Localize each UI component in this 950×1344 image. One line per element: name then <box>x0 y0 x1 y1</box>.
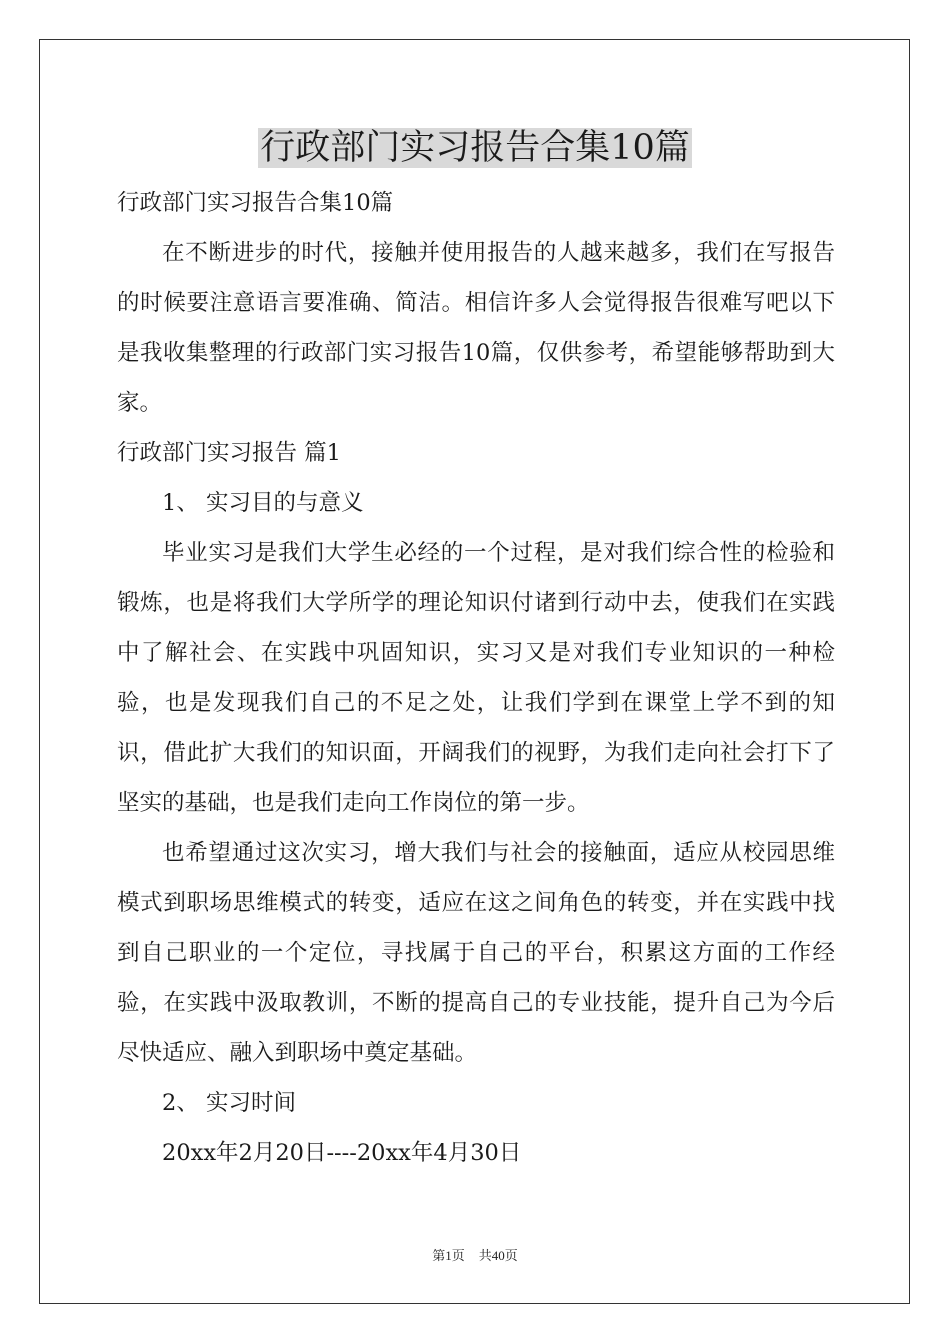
intro-paragraph: 在不断进步的时代，接触并使用报告的人越来越多，我们在写报告的时候要注意语言要准确、简洁。相信许多人会觉得报告很难写吧以下是我收集整理的行政部门实习报告10篇，仅供参考，希望能够帮助到大家。 <box>117 240 835 416</box>
body-paragraph: 也希望通过这次实习，增大我们与社会的接触面，适应从校园思维模式到职场思维模式的转变，适应在这之间角色的转变，并在实践中找到自己职业的一个定位，寻找属于自己的平台，积累这方面的工作经验，在实践中汲取教训，不断的提高自己的专业技能，提升自己为今后尽快适应、融入到职场中奠定基础。 <box>117 840 835 1066</box>
section-heading: 行政部门实习报告 篇1 <box>117 440 341 466</box>
document-title <box>0 124 950 172</box>
subtitle-paragraph: 行政部门实习报告合集10篇 <box>117 190 394 216</box>
page-number: 第1页 <box>432 1248 465 1263</box>
document-title-text: 行政部门实习报告合集10篇 <box>260 128 690 168</box>
subsection-heading: 1、 实习目的与意义 <box>162 490 364 516</box>
body-paragraph: 毕业实习是我们大学生必经的一个过程，是对我们综合性的检验和锻炼，也是将我们大学所学的理论知识付诸到行动中去，使我们在实践中了解社会、在实践中巩固知识，实习又是对我们专业知识的一种检验，也是发现我们自己的不足之处，让我们学到在课堂上学不到的知识，借此扩大我们的知识面，开阔我们的视野，为我们走向社会打下了坚实的基础，也是我们走向工作岗位的第一步。 <box>117 540 835 816</box>
document-body <box>117 178 835 1178</box>
page-total: 共40页 <box>478 1248 518 1263</box>
page-footer <box>0 1247 950 1265</box>
date-range-paragraph: 20xx年2月20日----20xx年4月30日 <box>162 1140 522 1166</box>
subsection-heading: 2、 实习时间 <box>162 1090 296 1116</box>
